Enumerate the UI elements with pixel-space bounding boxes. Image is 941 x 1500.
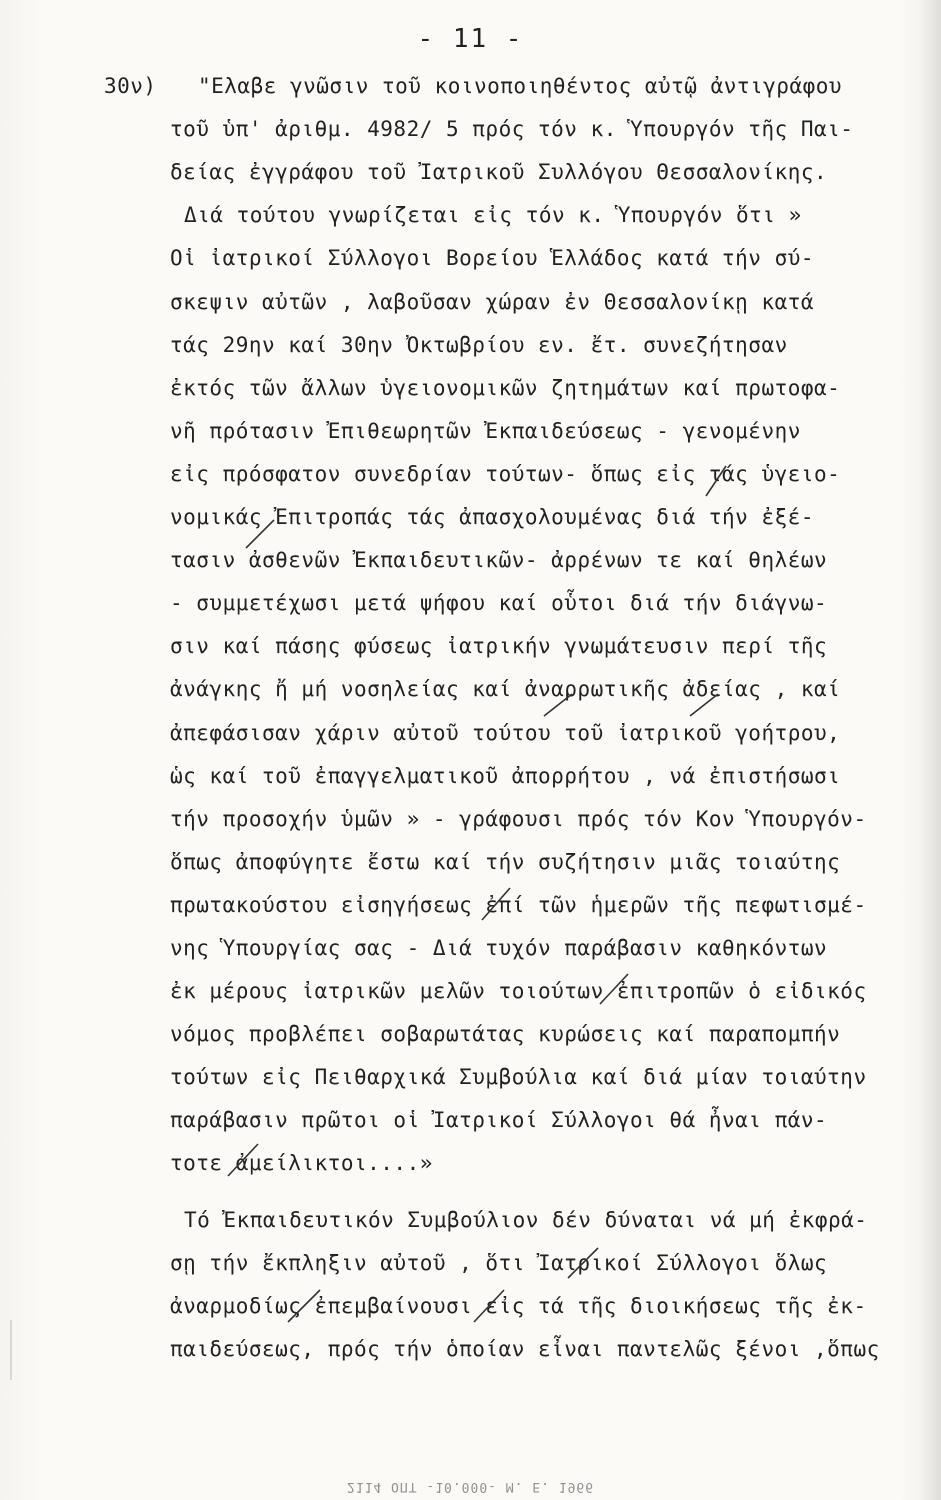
text-line: τούτων εἰς Πειθαρχικά Συμβούλια καί διά μίαν τοιαύτην [170,1065,867,1089]
text-line: εἰς πρόσφατον συνεδρίαν τούτων- ὅπως εἰς τάς ὑγειο- [170,462,841,486]
item-label: 30ν) [104,74,157,98]
text-line: τασιν ἀσθενῶν Ἐκπαιδευτικῶν- ἀρρένων τε καί θηλέων [170,548,828,572]
text-line: νόμος προβλέπει σοβαρωτάτας κυρώσεις καί παραπομπήν [170,1022,841,1046]
text-line: ἐκτός τῶν ἄλλων ὑγειονομικῶν ζητημάτων καί πρωτοφα- [170,376,841,400]
text-line: πρωτακούστου εἰσηγήσεως ἐπί τῶν ἡμερῶν τῆς πεφωτισμέ- [170,893,867,917]
text-line: ὅπως ἀποφύγητε ἔστω καί τήν συζήτησιν μιᾶς τοιαύτης [170,850,841,874]
text-line: Διά τούτου γνωρίζεται εἰς τόν κ. Ὑπουργόν ὅτι » [184,203,802,227]
text-line: τοτε ἀμείλικτοι....» [170,1151,433,1175]
text-line: τάς 29ην καί 30ην Ὀκτωβρίου εν. ἔτ. συνεζήτησαν [170,333,788,357]
text-line: σιν καί πάσης φύσεως ἰατρικήν γνωμάτευσιν περί τῆς [170,634,828,658]
footer-stamp: 2114 ΟΠΤ -10.000- Μ. Ε. 1966 [346,1479,595,1494]
text-line: σκεψιν αὐτῶν , λαβοῦσαν χώραν ἐν Θεσσαλονίκῃ κατά [170,290,815,314]
text-line: ὡς καί τοῦ ἐπαγγελματικοῦ ἀπορρήτου , νά ἐπιστήσωσι [170,764,841,788]
text-line: παιδεύσεως, πρός τήν ὁποίαν εἶναι παντελῶς ξένοι ,ὅπως [170,1337,880,1361]
text-line: Τό Ἐκπαιδευτικόν Συμβούλιον δέν δύναται νά μή ἐκφρά- [184,1208,868,1232]
text-line: "Ελαβε γνῶσιν τοῦ κοινοποιηθέντος αὐτῷ ἀντιγράφου [198,74,843,98]
text-line: ἀναρμοδίως ἐπεμβαίνουσι εἰς τά τῆς διοικήσεως τῆς ἐκ- [170,1294,867,1318]
text-line: ἀνάγκης ἤ μή νοσηλείας καί ἀναρρωτικῆς ἀδείας , καί [170,677,841,701]
text-line: νῆ πρότασιν Ἐπιθεωρητῶν Ἐκπαιδεύσεως - γενομένην [170,419,801,443]
text-line: τήν προσοχήν ὑμῶν » - γράφουσι πρός τόν Κον Ὑπουργόν- [170,807,867,831]
text-line: δείας ἐγγράφου τοῦ Ἰατρικοῦ Συλλόγου Θεσσαλονίκης. [170,160,828,184]
page-number: - 11 - [417,24,524,54]
text-line: τοῦ ὑπ' ἀριθμ. 4982/ 5 πρός τόν κ. Ὑπουργόν τῆς Παι- [170,117,854,141]
text-line: νομικάς Ἐπιτροπάς τάς ἀπασχολουμένας διά τήν ἐξέ- [170,505,815,529]
text-line: ἐκ μέρους ἰατρικῶν μελῶν τοιούτων ἐπιτροπῶν ὁ εἰδικός [170,979,867,1003]
text-line: - συμμετέχωσι μετά ψήφου καί οὗτοι διά τήν διάγνω- [170,591,828,615]
text-line: νης Ὑπουργίας σας - Διά τυχόν παράβασιν καθηκόντων [170,936,828,960]
text-line: ἀπεφάσισαν χάριν αὐτοῦ τούτου τοῦ ἰατρικοῦ γοήτρου, [170,721,841,745]
text-line: σῃ τήν ἔκπληξιν αὐτοῦ , ὅτι Ἰατρικοί Σύλλογοι ὅλως [170,1251,828,1275]
text-line: παράβασιν πρῶτοι οἱ Ἰατρικοί Σύλλογοι θά ἦναι πάν- [170,1108,828,1132]
text-line: Οἱ ἰατρικοί Σύλλογοι Βορείου Ἑλλάδος κατά τήν σύ- [170,246,815,270]
